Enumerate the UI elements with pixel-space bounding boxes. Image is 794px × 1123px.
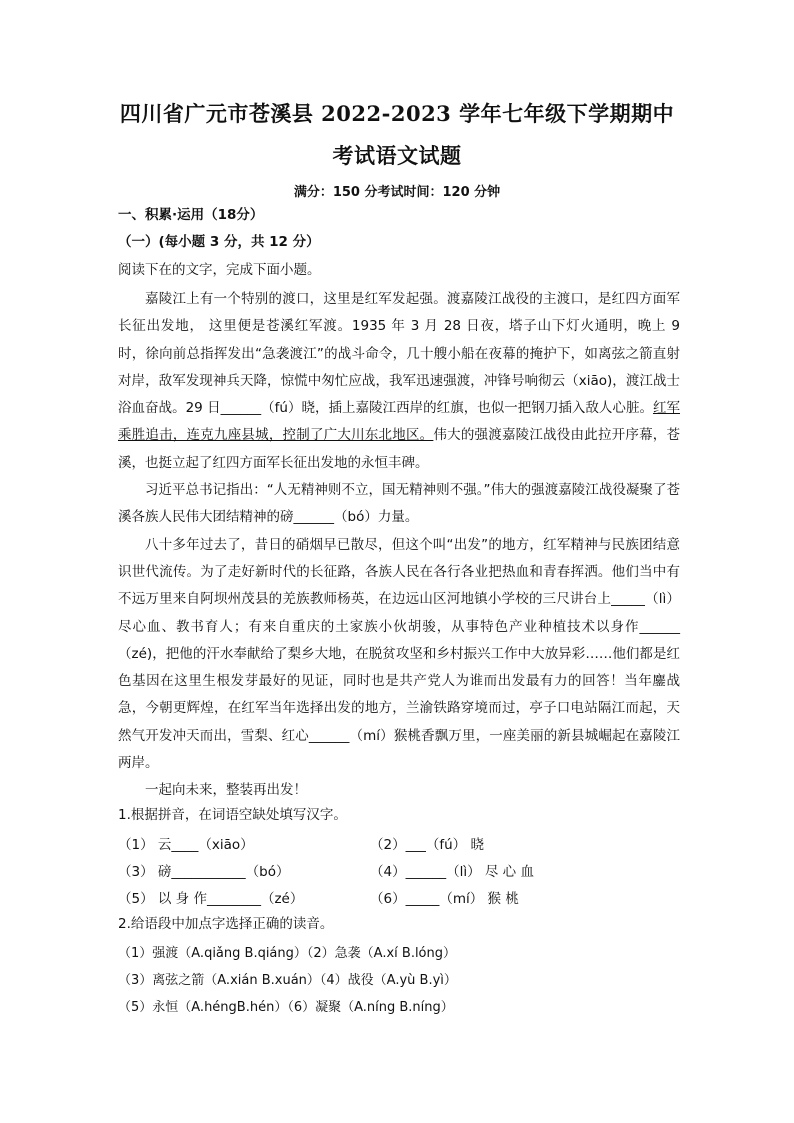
reading-passage <box>118 286 680 805</box>
passage-paragraph-3: 八十多年过去了，昔日的硝烟早已散尽，但这个叫“出发”的地方，红军精神与民族团结意识世代流传。为了走好新时代的长征路，各族人民在各行各业把热血和青春挥洒。他们当中有不远万里来自阿坝州茂县的羌族教师杨英，在边远山区河地镇小学校的三尺讲台上_____（lì）尽心血、教书育人；有来自重庆的土家族小伙胡骏，从事特色产业种植技术以身作______（zé)，把他的汗水奉献给了梨乡大地，在脱贫攻坚和乡村振兴工作中大放异彩……他们都是红色基因在这里生根发芽最好的见证，同时也是共产党人为谁而出发最有力的回答！当年鏖战急，今朝更辉煌，在红军当年选择出发的地方，兰渝铁路穿境而过，亭子口电站隔江而起，天然气开发冲天而出，雪梨、红心______（mí）猴桃香飘万里，一座美丽的新县城崛起在嘉陵江两岸。 <box>118 536 680 772</box>
q2-line-1: （1）强渡（A.qiǎng B.qiáng）（2）急袭（A.xí B.lóng） <box>118 946 457 961</box>
passage-p1-text-b: 伟大的强渡嘉陵江战役由此拉开序幕，苍溪，也挺立起了红四方面军长征出发地的永恒丰碑。 <box>118 427 681 471</box>
q1-item-6: （6）_____（mí） 猴 桃 <box>370 891 519 907</box>
q2-line-2: （3）离弦之箭（A.xián B.xuán）（4）战役（A.yù B.yì） <box>118 973 457 988</box>
q1-item-3: （3） 磅___________（bó） <box>118 864 290 880</box>
q2-line-3: （5）永恒（A.héngB.hén）（6）凝聚（A.níng B.níng） <box>118 1000 454 1015</box>
q1-item-5: （5） 以 身 作________（zé） <box>118 891 304 907</box>
reading-instruction: 阅读下在的文字，完成下面小题。 <box>118 262 321 278</box>
passage-paragraph-4: 一起向未来，整装再出发！ <box>145 782 307 799</box>
exam-meta: 满分：150 分考试时间：120 分钟 <box>293 185 501 200</box>
passage-paragraph-1 <box>118 286 680 477</box>
q1-item-1: （1） 云____（xiāo） <box>118 837 254 853</box>
section-heading: 一、积累·运用（18分） <box>118 207 264 223</box>
question-1-prompt: 1.根据拼音，在词语空缺处填写汉字。 <box>118 807 347 823</box>
passage-paragraph-2: 习近平总书记指出：“人无精神则不立，国无精神则不强。”伟大的强渡嘉陵江战役凝聚了苍溪各族人民伟大团结精神的磅______（bó）力量。 <box>118 482 680 526</box>
passage-p1-text-a: 嘉陵江上有一个特别的渡口，这里是红军发起强。渡嘉陵江战役的主渡口，是红四方面军长征出发地， 这里便是苍溪红军渡。1935 年 3 月 28 日夜，塔子山下灯火通明，晚上 9 时，徐向前总指挥发出“急袭渡江”的战斗命令，几十艘小船在夜幕的掩护下，如离弦之箭直射对岸，敌军发现神兵天降，惊慌中匆忙应战，我军迅速强渡，冲锋号响彻云（xiāo)，渡江战士浴血奋战。29 日______（fú）晓，插上嘉陵江西岸的红旗，也似一把钢刀插入敌人心脏。 <box>118 291 680 417</box>
exam-title-line1: 四川省广元市苍溪县 2022-2023 学年七年级下学期期中 <box>119 101 675 126</box>
passage-p1-underlined: 红军乘胜追击，连克九座县城，控制了广大川东北地区。 <box>118 400 681 444</box>
sub-section-heading: （一）(每小题 3 分，共 12 分） <box>118 234 320 250</box>
q1-item-2: （2）___（fú） 晓 <box>370 837 484 853</box>
question-2-prompt: 2.给语段中加点字选择正确的读音。 <box>118 916 334 932</box>
q1-item-4: （4）______（lì） 尽 心 血 <box>370 864 534 880</box>
exam-title-line2: 考试语文试题 <box>332 143 462 168</box>
